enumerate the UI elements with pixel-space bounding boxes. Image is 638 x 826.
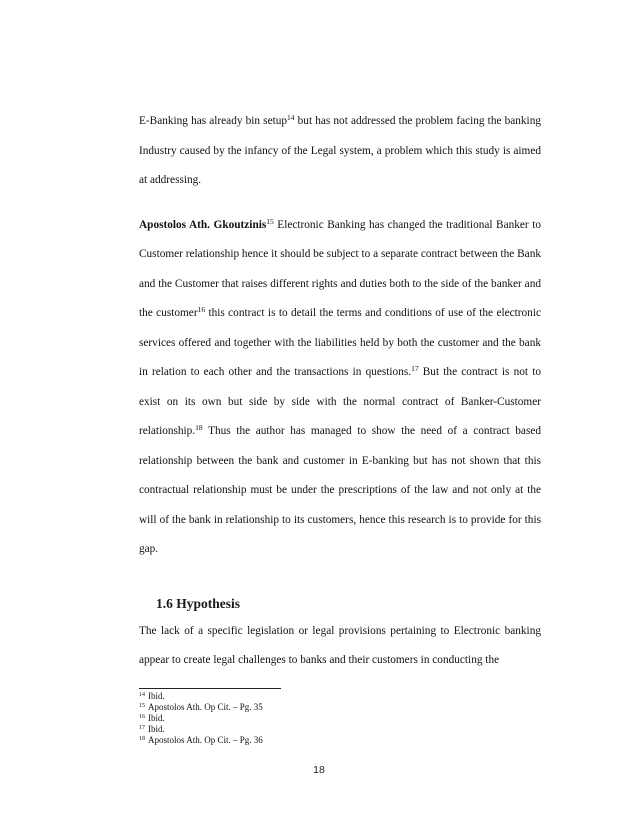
footnote-text: Ibid. <box>148 724 165 734</box>
footnote-ref: 15 <box>266 216 274 226</box>
footnote-ref: 14 <box>287 113 295 122</box>
author-name: Apostolos Ath. Gkoutzinis <box>139 218 267 231</box>
footnote-text: Apostolos Ath. Op Cit. – Pg. 36 <box>148 735 263 745</box>
footnote-number: 16 <box>139 714 145 720</box>
body-text <box>139 107 541 676</box>
footnote-ref: 18 <box>195 423 203 432</box>
footnote-ref: 17 <box>411 364 419 373</box>
footnote-item <box>139 713 541 724</box>
paragraph-2 <box>139 211 541 565</box>
footnote-text: Ibid. <box>148 713 165 723</box>
page-number: 18 <box>313 764 325 776</box>
footnote-list <box>139 691 541 746</box>
text-run: But the contract is not to exist on its own but side by side with the normal contract of Banker-Customer relationship. <box>139 366 541 437</box>
footnote-item <box>139 735 541 746</box>
footnote-number: 15 <box>139 703 145 709</box>
footnote-number: 14 <box>139 692 145 698</box>
footnote-item <box>139 702 541 713</box>
text-run: but has not addressed the problem facing the banking Industry caused by the infancy of the Legal system, a problem which this study is aimed at addressing. <box>139 115 541 186</box>
footnote-item <box>139 691 541 702</box>
text-run: this contract is to detail the terms and conditions of use of the electronic services offered and together with the liabilities held by both the customer and the bank in relation to each other and the transactions in questions. <box>139 307 541 378</box>
section-paragraph: The lack of a specific legislation or legal provisions pertaining to Electronic banking appear to create legal challenges to banks and their customers in conducting the <box>139 624 541 666</box>
text-run: Electronic Banking has changed the traditional Banker to Customer relationship hence it should be subject to a separate contract between the Bank and the Customer that raises different rights and duties both to the side of the banker and the customer <box>139 218 541 319</box>
footnote-item <box>139 724 541 735</box>
section-heading: 1.6 Hypothesis <box>156 595 241 611</box>
paragraph-1 <box>139 107 541 196</box>
footnote-number: 18 <box>139 736 145 742</box>
footnote-text: Ibid. <box>148 691 165 701</box>
footnote-number: 17 <box>139 725 145 731</box>
footnote-text: Apostolos Ath. Op Cit. – Pg. 35 <box>148 702 263 712</box>
text-run: E-Banking has already bin setup <box>139 115 288 127</box>
footnote-divider <box>139 688 281 689</box>
text-run: Thus the author has managed to show the need of a contract based relationship between the bank and customer in E-banking but has not shown that this contractual relationship must be under the prescriptions of the law and not only at the will of the bank in relationship to its customers, hence this research is to provide for this gap. <box>139 425 541 555</box>
footnotes <box>139 688 541 746</box>
footnote-ref: 16 <box>197 305 206 314</box>
